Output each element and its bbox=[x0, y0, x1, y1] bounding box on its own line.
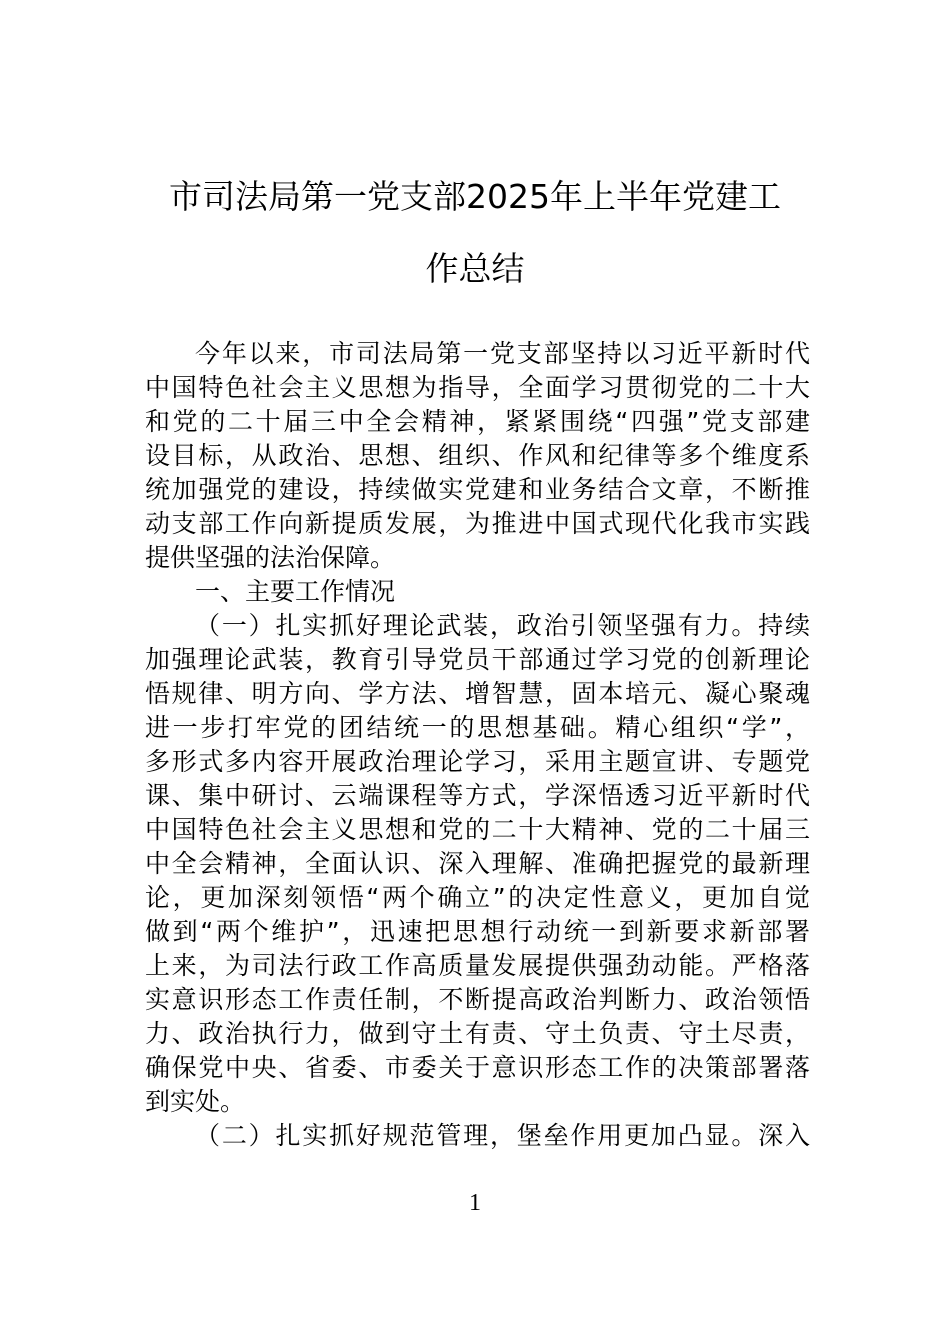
paragraph-1-line: 提供坚强的法治保障。 bbox=[145, 543, 396, 572]
document-title-line-1: 市司法局第一党支部2025年上半年党建工 bbox=[169, 177, 781, 216]
paragraph-2-line: 论，更加深刻领悟“两个确立”的决定性意义，更加自觉 bbox=[145, 883, 810, 912]
paragraph-2-line: 确保党中央、省委、市委关于意识形态工作的决策部署落 bbox=[145, 1053, 810, 1082]
page-number: 1 bbox=[469, 1190, 481, 1216]
document-body bbox=[145, 337, 810, 1153]
paragraph-2-line: 进一步打牢党的团结统一的思想基础。精心组织“学”， bbox=[145, 713, 810, 742]
paragraph-2-line: 到实处。 bbox=[145, 1087, 246, 1116]
paragraph-1-line: 动支部工作向新提质发展，为推进中国式现代化我市实践 bbox=[145, 509, 810, 538]
paragraph-1-line: 设目标，从政治、思想、组织、作风和纪律等多个维度系 bbox=[145, 441, 810, 470]
paragraph-2-line: 多形式多内容开展政治理论学习，采用主题宣讲、专题党 bbox=[145, 747, 810, 776]
paragraph-2-line: 中全会精神，全面认识、深入理解、准确把握党的最新理 bbox=[145, 849, 810, 878]
document-title-line-2: 作总结 bbox=[425, 249, 525, 288]
paragraph-2-line: 中国特色社会主义思想和党的二十大精神、党的二十届三 bbox=[145, 815, 810, 844]
paragraph-1-line: 统加强党的建设，持续做实党建和业务结合文章，不断推 bbox=[145, 475, 810, 504]
paragraph-2-line: 上来，为司法行政工作高质量发展提供强劲动能。严格落 bbox=[145, 951, 810, 980]
paragraph-2-line: 做到“两个维护”，迅速把思想行动统一到新要求新部署 bbox=[145, 917, 810, 946]
section-heading: 一、主要工作情况 bbox=[195, 577, 396, 606]
paragraph-2-line: 实意识形态工作责任制，不断提高政治判断力、政治领悟 bbox=[145, 985, 810, 1014]
paragraph-2-line: 加强理论武装，教育引导党员干部通过学习党的创新理论 bbox=[145, 645, 810, 674]
paragraph-2-line: 力、政治执行力，做到守土有责、守土负责、守土尽责， bbox=[145, 1019, 810, 1048]
paragraph-1-line: 今年以来，市司法局第一党支部坚持以习近平新时代 bbox=[195, 339, 810, 368]
paragraph-1-line: 中国特色社会主义思想为指导，全面学习贯彻党的二十大 bbox=[145, 373, 810, 402]
paragraph-1-line: 和党的二十届三中全会精神，紧紧围绕“四强”党支部建 bbox=[145, 407, 810, 436]
paragraph-3-line: （二）扎实抓好规范管理，堡垒作用更加凸显。深入 bbox=[195, 1121, 810, 1150]
paragraph-2-line: 课、集中研讨、云端课程等方式，学深悟透习近平新时代 bbox=[145, 781, 810, 810]
paragraph-2-line: 悟规律、明方向、学方法、增智慧，固本培元、凝心聚魂 bbox=[145, 679, 810, 708]
paragraph-2-line: （一）扎实抓好理论武装，政治引领坚强有力。持续 bbox=[195, 611, 810, 640]
